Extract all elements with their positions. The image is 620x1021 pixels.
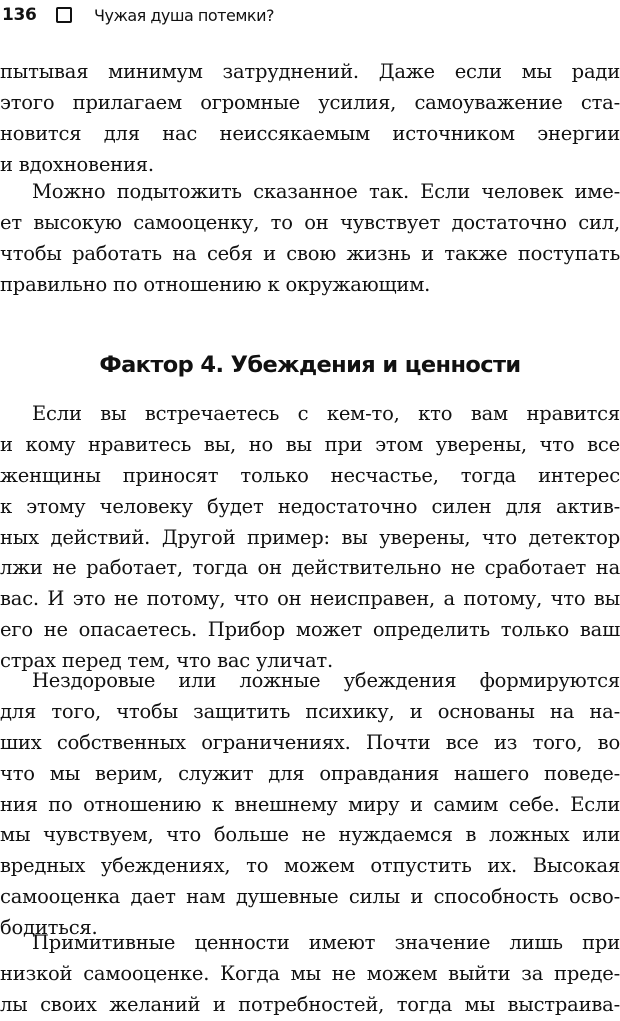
page-number: 136	[2, 5, 37, 25]
text-line: этого прилагаем огромные усилия, самоуважение ста-	[0, 90, 620, 114]
text-line: пытывая минимум затруднений. Даже если мы ради	[0, 60, 620, 83]
text-line: низкой самооценке. Когда мы не можем выйти за преде-	[0, 961, 620, 985]
text-line: Нездоровые или ложные убеждения формируются	[32, 669, 620, 692]
text-line: Можно подытожить сказанное так. Если человек име-	[32, 180, 620, 203]
paragraph-values	[0, 928, 620, 1021]
text-line: вас. И это не потому, что он неисправен, а потому, что вы	[0, 587, 620, 611]
page-header	[2, 0, 274, 30]
paragraph-beliefs	[0, 399, 620, 677]
text-line: новится для нас неиссякаемым источником энергии	[0, 121, 620, 145]
paragraph-false-beliefs	[0, 666, 620, 944]
running-title: Чужая душа потемки?	[94, 5, 274, 25]
square-bullet-icon	[56, 7, 72, 23]
section-heading: Фактор 4. Убеждения и ценности	[99, 352, 521, 378]
text-line: что мы верим, служит для оправдания нашего поведе-	[0, 761, 620, 785]
text-line: ных действий. Другой пример: вы уверены, что детектор	[0, 525, 620, 549]
text-line: чтобы работать на себя и свою жизнь и также поступать	[0, 241, 620, 265]
text-line: Если вы встречаетесь с кем-то, кто вам нравится	[32, 402, 620, 425]
text-line: вредных убеждениях, то можем отпустить их. Высокая	[0, 854, 620, 878]
text-line: Примитивные ценности имеют значение лишь при	[32, 931, 620, 954]
text-line: лы своих желаний и потребностей, тогда мы выстраива-	[0, 992, 620, 1016]
text-line: и кому нравитесь вы, но вы при этом уверены, что все	[0, 432, 620, 456]
text-line: для того, чтобы защитить психику, и основаны на на-	[0, 699, 620, 723]
text-line: его не опасаетесь. Прибор может определить только ваш	[0, 618, 620, 642]
text-line: ших собственных ограничениях. Почти все из того, во	[0, 730, 620, 754]
text-line: женщины приносят только несчастье, тогда интерес	[0, 463, 620, 487]
text-line: бодиться.	[0, 916, 98, 940]
paragraph-summary	[0, 177, 620, 301]
paragraph-continued	[0, 57, 620, 181]
text-line: к этому человеку будет недостаточно силен для актив-	[0, 494, 620, 518]
text-line: правильно по отношению к окружающим.	[0, 272, 431, 296]
text-line: ет высокую самооценку, то он чувствует достаточно сил,	[0, 210, 620, 234]
text-line: страх перед тем, что вас уличат.	[0, 649, 333, 673]
text-line: и вдохновения.	[0, 152, 154, 176]
text-line: лжи не работает, тогда он действительно не сработает на	[0, 556, 620, 580]
text-line: самооценка дает нам душевные силы и способность осво-	[0, 885, 620, 909]
text-line: ния по отношению к внешнему миру и самим себе. Если	[0, 792, 620, 816]
text-line: мы чувствуем, что больше не нуждаемся в ложных или	[0, 823, 620, 847]
